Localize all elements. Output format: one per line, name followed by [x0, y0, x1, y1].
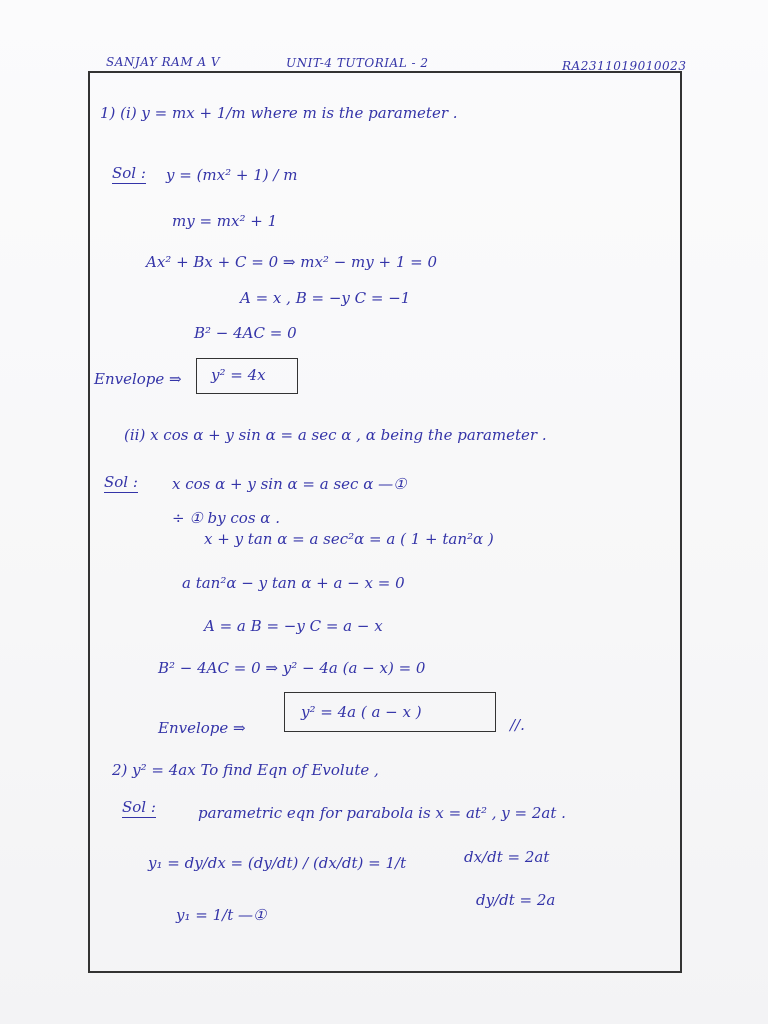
solution-1-line-3: Ax² + Bx + C = 0 ⇒ mx² − my + 1 = 0 [146, 253, 438, 271]
end-mark: //. [510, 716, 525, 734]
solution-3-line-1: parametric eqn for parabola is x = at² , y = 2at . [198, 804, 566, 822]
envelope-label-1: Envelope ⇒ [94, 370, 182, 388]
solution-1-line-2: my = mx² + 1 [172, 212, 278, 230]
envelope-result-box-1 [196, 358, 298, 394]
solution-2-line-3: x + y tan α = a sec²α = a ( 1 + tan²α ) [204, 530, 494, 548]
solution-2-line-4: a tan²α − y tan α + a − x = 0 [182, 574, 405, 592]
solution-2-line-5: A = a B = −y C = a − x [204, 617, 383, 635]
register-number: RA2311019010023 [562, 59, 687, 73]
solution-2-line-2: ÷ ① by cos α . [172, 509, 280, 527]
unit-title: UNIT-4 TUTORIAL - 2 [286, 56, 429, 70]
solution-label-1: Sol : [112, 164, 146, 182]
solution-1-line-4: A = x , B = −y C = −1 [240, 289, 411, 307]
solution-3-line-2: y₁ = dy/dx = (dy/dt) / (dx/dt) = 1/t [148, 854, 407, 872]
question-1-i: 1) (i) y = mx + 1/m where m is the parameter . [100, 104, 458, 122]
envelope-result-box-2 [284, 692, 496, 732]
question-1-ii: (ii) x cos α + y sin α = a sec α , α being the parameter . [124, 426, 547, 444]
solution-label-3: Sol : [122, 798, 156, 816]
solution-1-line-5: B² − 4AC = 0 [194, 324, 297, 342]
solution-label-2: Sol : [104, 473, 138, 491]
envelope-result-1: y² = 4x [211, 366, 266, 384]
question-2: 2) y² = 4ax To find Eqn of Evolute , [112, 761, 379, 779]
envelope-label-2: Envelope ⇒ [158, 719, 246, 737]
solution-1-line-1: y = (mx² + 1) / m [166, 166, 298, 184]
envelope-result-2: y² = 4a ( a − x ) [301, 703, 422, 721]
solution-3-dydt: dy/dt = 2a [476, 891, 556, 909]
solution-2-line-1: x cos α + y sin α = a sec α —① [172, 475, 407, 493]
solution-2-line-6: B² − 4AC = 0 ⇒ y² − 4a (a − x) = 0 [158, 659, 426, 677]
solution-3-dxdt: dx/dt = 2at [464, 848, 550, 866]
student-name: SANJAY RAM A V [106, 55, 221, 69]
solution-3-line-4: y₁ = 1/t —① [176, 906, 267, 924]
